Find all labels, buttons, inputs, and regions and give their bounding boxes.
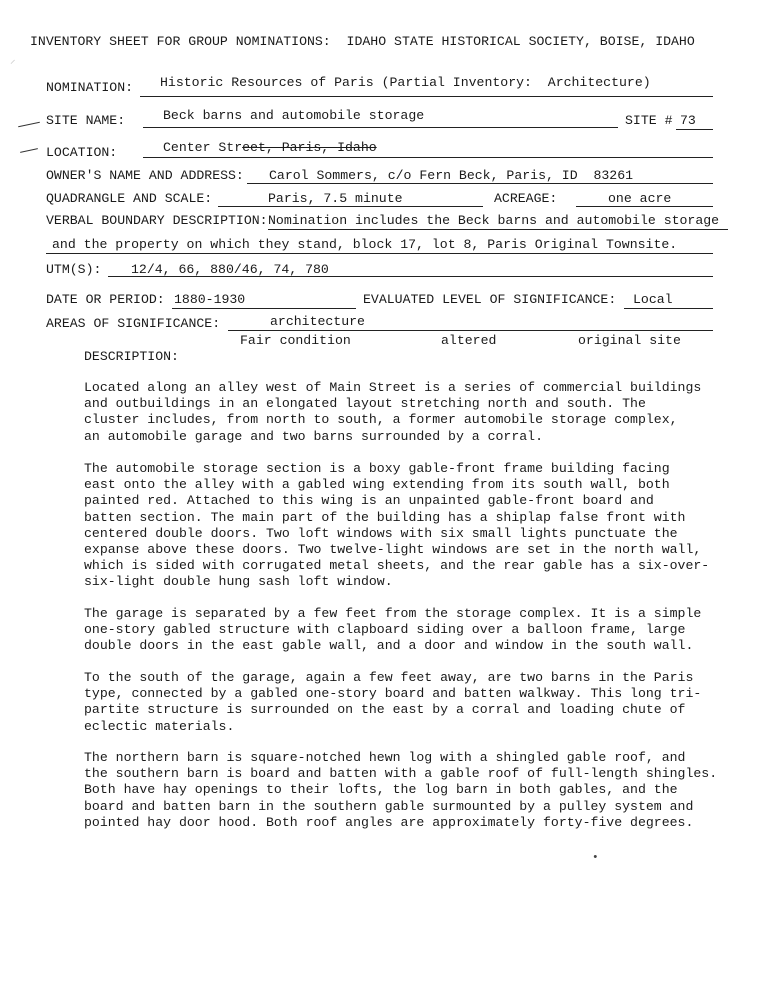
location-rule (143, 157, 713, 158)
evaluated-rule (624, 308, 713, 309)
quadrangle-label: QUADRANGLE AND SCALE: (46, 191, 213, 206)
owner-label: OWNER'S NAME AND ADDRESS: (46, 168, 244, 183)
site-name-value: Beck barns and automobile storage (163, 108, 425, 123)
description-paragraph: To the south of the garage, again a few feet away, are two barns in the Paris type, connected by a gabled one-story board and batten walkway. This long tri- partite structure is surrounded on the east by a corral and loading chute of eclectic materials. (84, 670, 702, 734)
location-label: LOCATION: (46, 145, 118, 160)
boundary-label: VERBAL BOUNDARY DESCRIPTION: (46, 213, 268, 228)
location-value (163, 140, 377, 156)
acreage-value: one acre (608, 191, 672, 206)
site-number-rule (676, 129, 713, 130)
nomination-rule (140, 96, 713, 97)
check-mark-location (20, 148, 38, 153)
site-name-rule (143, 127, 618, 128)
nomination-value: Historic Resources of Paris (Partial Inventory: Architecture) (160, 75, 651, 90)
areas-rule (228, 330, 713, 331)
site-number-label: SITE # (625, 113, 673, 128)
original-site-text: original site (578, 333, 681, 348)
owner-value: Carol Sommers, c/o Fern Beck, Paris, ID 83261 (269, 168, 634, 183)
boundary-rule-1 (268, 229, 728, 230)
acreage-rule (576, 206, 713, 207)
quadrangle-value: Paris, 7.5 minute (268, 191, 403, 206)
owner-rule (247, 183, 713, 184)
utm-rule (108, 276, 713, 277)
site-number-value: 73 (680, 113, 696, 128)
location-struck-text: eet, Paris, Idaho (242, 140, 377, 155)
condition-text: Fair condition (240, 333, 351, 348)
stray-mark: • (592, 852, 599, 864)
site-name-label: SITE NAME: (46, 113, 126, 128)
boundary-value-1: Nomination includes the Beck barns and automobile storage (268, 213, 720, 228)
description-paragraph: Located along an alley west of Main Street is a series of commercial buildings and outbuildings in an elongated layout stretching north and south. The cluster includes, from north to south, a former automobile storage complex, an automobile garage and two barns surrounded by a corral. (84, 380, 702, 444)
evaluated-value: Local (633, 292, 673, 307)
check-mark-site (18, 122, 40, 128)
description-paragraph: The automobile storage section is a boxy gable-front frame building facing east onto the alley with a gabled wing extending from its south wall, both painted red. Attached to this wing is an unpainted gable-front board and batten section. The main part of the building has a shiplap false front with centered double doors. Two loft windows with six small lights punctuate the expanse above these doors. Two twelve-light windows are set in the north wall, which is sided with corrugated metal sheets, and the rear gable has a six-over- six-light double hung sash loft window. (84, 461, 710, 590)
nomination-label: NOMINATION: (46, 80, 134, 95)
description-heading: DESCRIPTION: (84, 349, 179, 364)
location-street: Center Str (163, 140, 243, 155)
altered-text: altered (441, 333, 497, 348)
description-paragraph: The northern barn is square-notched hewn log with a shingled gable roof, and the southern barn is board and batten with a gable roof of full-length shingles. Both have hay openings to their lofts, the log barn in both gables, and the board and batten barn in the southern gable surmounted by a pulley system and pointed hay door hood. Both roof angles are approximately forty-five degrees. (84, 750, 718, 830)
utm-value: 12/4, 66, 880/46, 74, 780 (131, 262, 329, 277)
sheet-header: INVENTORY SHEET FOR GROUP NOMINATIONS: IDAHO STATE HISTORICAL SOCIETY, BOISE, IDAHO (30, 34, 695, 49)
boundary-value-2: and the property on which they stand, block 17, lot 8, Paris Original Townsite. (52, 237, 678, 252)
description-paragraph: The garage is separated by a few feet from the storage complex. It is a simple one-story gabled structure with clapboard siding over a balloon frame, large double doors in the east gable wall, and a door and window in the south wall. (84, 606, 702, 654)
evaluated-label: EVALUATED LEVEL OF SIGNIFICANCE: (363, 292, 617, 307)
areas-label: AREAS OF SIGNIFICANCE: (46, 316, 221, 331)
date-value: 1880-1930 (174, 292, 246, 307)
date-rule (172, 308, 356, 309)
date-label: DATE OR PERIOD: (46, 292, 165, 307)
boundary-rule-2 (46, 253, 713, 254)
utm-label: UTM(S): (46, 262, 102, 277)
margin-mark: ⸝ (10, 55, 16, 67)
acreage-label: ACREAGE: (494, 191, 558, 206)
quadrangle-rule (218, 206, 483, 207)
areas-value: architecture (270, 314, 365, 329)
